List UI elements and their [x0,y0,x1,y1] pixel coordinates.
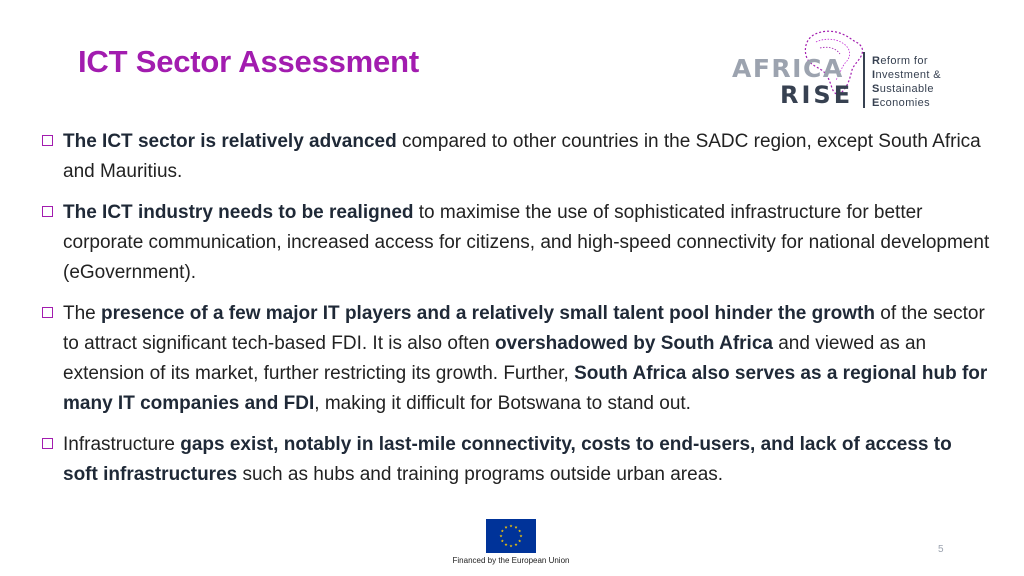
africa-rise-logo [728,28,968,112]
tagline-line: Economies [872,97,931,109]
eu-star-icon [514,543,517,546]
eu-star-icon [509,524,512,527]
logo-divider [863,52,865,108]
eu-star-icon [504,543,507,546]
logo-tagline [872,54,941,110]
eu-star-icon [518,529,521,532]
tagline-line: Reform for [872,55,928,67]
bullet-item: Infrastructure gaps exist, notably in last-mile connectivity, costs to end-users, and lack of access to soft infrastructures such as hubs and training programs outside urban areas. [40,430,990,490]
eu-flag-icon [486,519,536,553]
eu-star-icon [518,539,521,542]
eu-star-icon [501,529,504,532]
square-bullet-icon [42,135,53,146]
eu-star-icon [501,539,504,542]
logo-word-rise: RISE [780,81,854,109]
eu-star-icon [514,526,517,529]
square-bullet-icon [42,307,53,318]
bullet-item: The ICT sector is relatively advanced compared to other countries in the SADC region, except South Africa and Mauritius. [40,127,990,187]
bullet-item: The ICT industry needs to be realigned to maximise the use of sophisticated infrastructure for better corporate communication, increased access for citizens, and high-speed connectivity for national development (eGovernment). [40,198,990,288]
bullet-item: The presence of a few major IT players and a relatively small talent pool hinder the growth of the sector to attract significant tech-based FDI. It is also often overshadowed by South Africa and viewed as an extension of its market, further restricting its growth. Further, South Africa also serves as a regional hub for many IT companies and FDI, making it difficult for Botswana to stand out. [40,299,990,419]
slide-title: ICT Sector Assessment [78,44,419,79]
tagline-line: Sustainable [872,83,934,95]
eu-star-icon [504,526,507,529]
eu-funding-caption: Financed by the European Union [452,556,570,565]
logo-word-africa: AFRICA [732,54,844,83]
eu-star-icon [519,534,522,537]
eu-star-icon [509,544,512,547]
eu-star-icon [499,534,502,537]
tagline-line: Investment & [872,69,942,81]
eu-stars [486,519,536,553]
square-bullet-icon [42,438,53,449]
square-bullet-icon [42,206,53,217]
bullet-list [40,127,990,501]
page-number: 5 [938,544,944,555]
